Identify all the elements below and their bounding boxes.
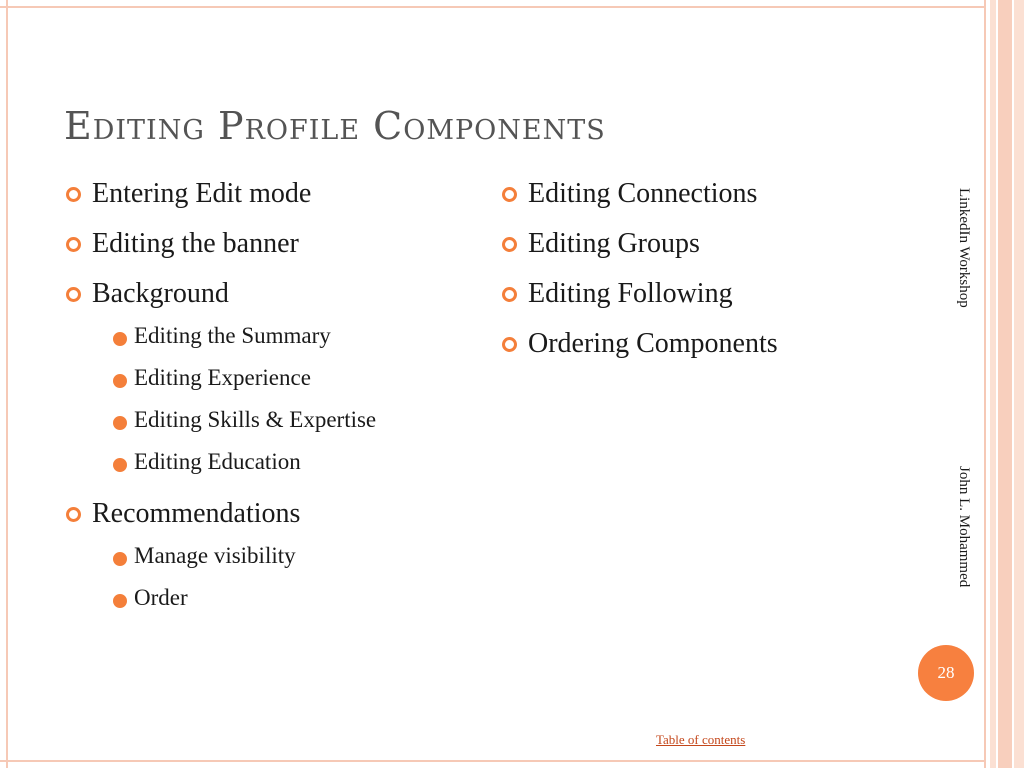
bullet-list-right: [498, 178, 908, 378]
list-item-label: Recommendations: [92, 498, 301, 529]
ring-bullet-icon: [502, 287, 517, 302]
sub-list-item: [104, 538, 462, 574]
decorative-band: [1014, 0, 1024, 768]
page-number-badge: [918, 645, 974, 701]
table-of-contents-link[interactable]: Table of contents: [656, 732, 746, 747]
dot-bullet-icon: [113, 332, 127, 346]
list-item: [498, 228, 908, 260]
ring-bullet-icon: [502, 237, 517, 252]
list-item-label: Background: [92, 278, 229, 309]
list-item-label: Editing Groups: [528, 228, 700, 259]
frame-line-left: [6, 0, 8, 768]
decorative-band: [990, 0, 996, 768]
side-label-workshop: LinkedIn Workshop: [956, 188, 972, 308]
dot-bullet-icon: [113, 416, 127, 430]
dot-bullet-icon: [113, 552, 127, 566]
dot-bullet-icon: [113, 374, 127, 388]
ring-bullet-icon: [502, 337, 517, 352]
sub-list-item: [104, 580, 462, 616]
ring-bullet-icon: [66, 287, 81, 302]
list-item: [62, 228, 462, 260]
sub-list-item: [104, 402, 394, 438]
page-number: 28: [937, 663, 955, 682]
side-label-author: John L. Mohammed: [956, 466, 972, 588]
sub-list: [104, 318, 462, 480]
sub-list-item-label: Editing the Summary: [134, 323, 331, 348]
sub-list: [104, 538, 462, 616]
list-item-label: Ordering Components: [528, 328, 778, 359]
list-item: [62, 278, 462, 480]
list-item-label: Editing Following: [528, 278, 733, 309]
frame-line-bottom: [0, 760, 985, 762]
sub-list-item-label: Order: [134, 585, 188, 610]
sub-list-item: [104, 444, 462, 480]
sub-list-item-label: Editing Skills & Expertise: [134, 407, 377, 432]
sub-list-item-label: Manage visibility: [134, 543, 296, 568]
ring-bullet-icon: [66, 507, 81, 522]
sub-list-item-label: Editing Experience: [134, 365, 311, 390]
dot-bullet-icon: [113, 594, 127, 608]
list-item-label: Entering Edit mode: [92, 178, 312, 209]
sub-list-item-label: Editing Education: [134, 449, 301, 474]
slide-title: Editing Profile Components: [64, 104, 606, 148]
frame-line-right: [984, 0, 986, 768]
list-item: [62, 178, 462, 210]
dot-bullet-icon: [113, 458, 127, 472]
list-item: [498, 178, 908, 210]
list-item: [62, 498, 462, 616]
ring-bullet-icon: [66, 237, 81, 252]
ring-bullet-icon: [66, 187, 81, 202]
list-item-label: Editing Connections: [528, 178, 758, 209]
frame-line-top: [0, 6, 985, 8]
bullet-list-left: [62, 178, 462, 634]
sub-list-item: [104, 318, 462, 354]
decorative-band: [998, 0, 1012, 768]
list-item-label: Editing the banner: [92, 228, 299, 259]
ring-bullet-icon: [502, 187, 517, 202]
list-item: [498, 328, 908, 360]
list-item: [498, 278, 908, 310]
sub-list-item: [104, 360, 462, 396]
